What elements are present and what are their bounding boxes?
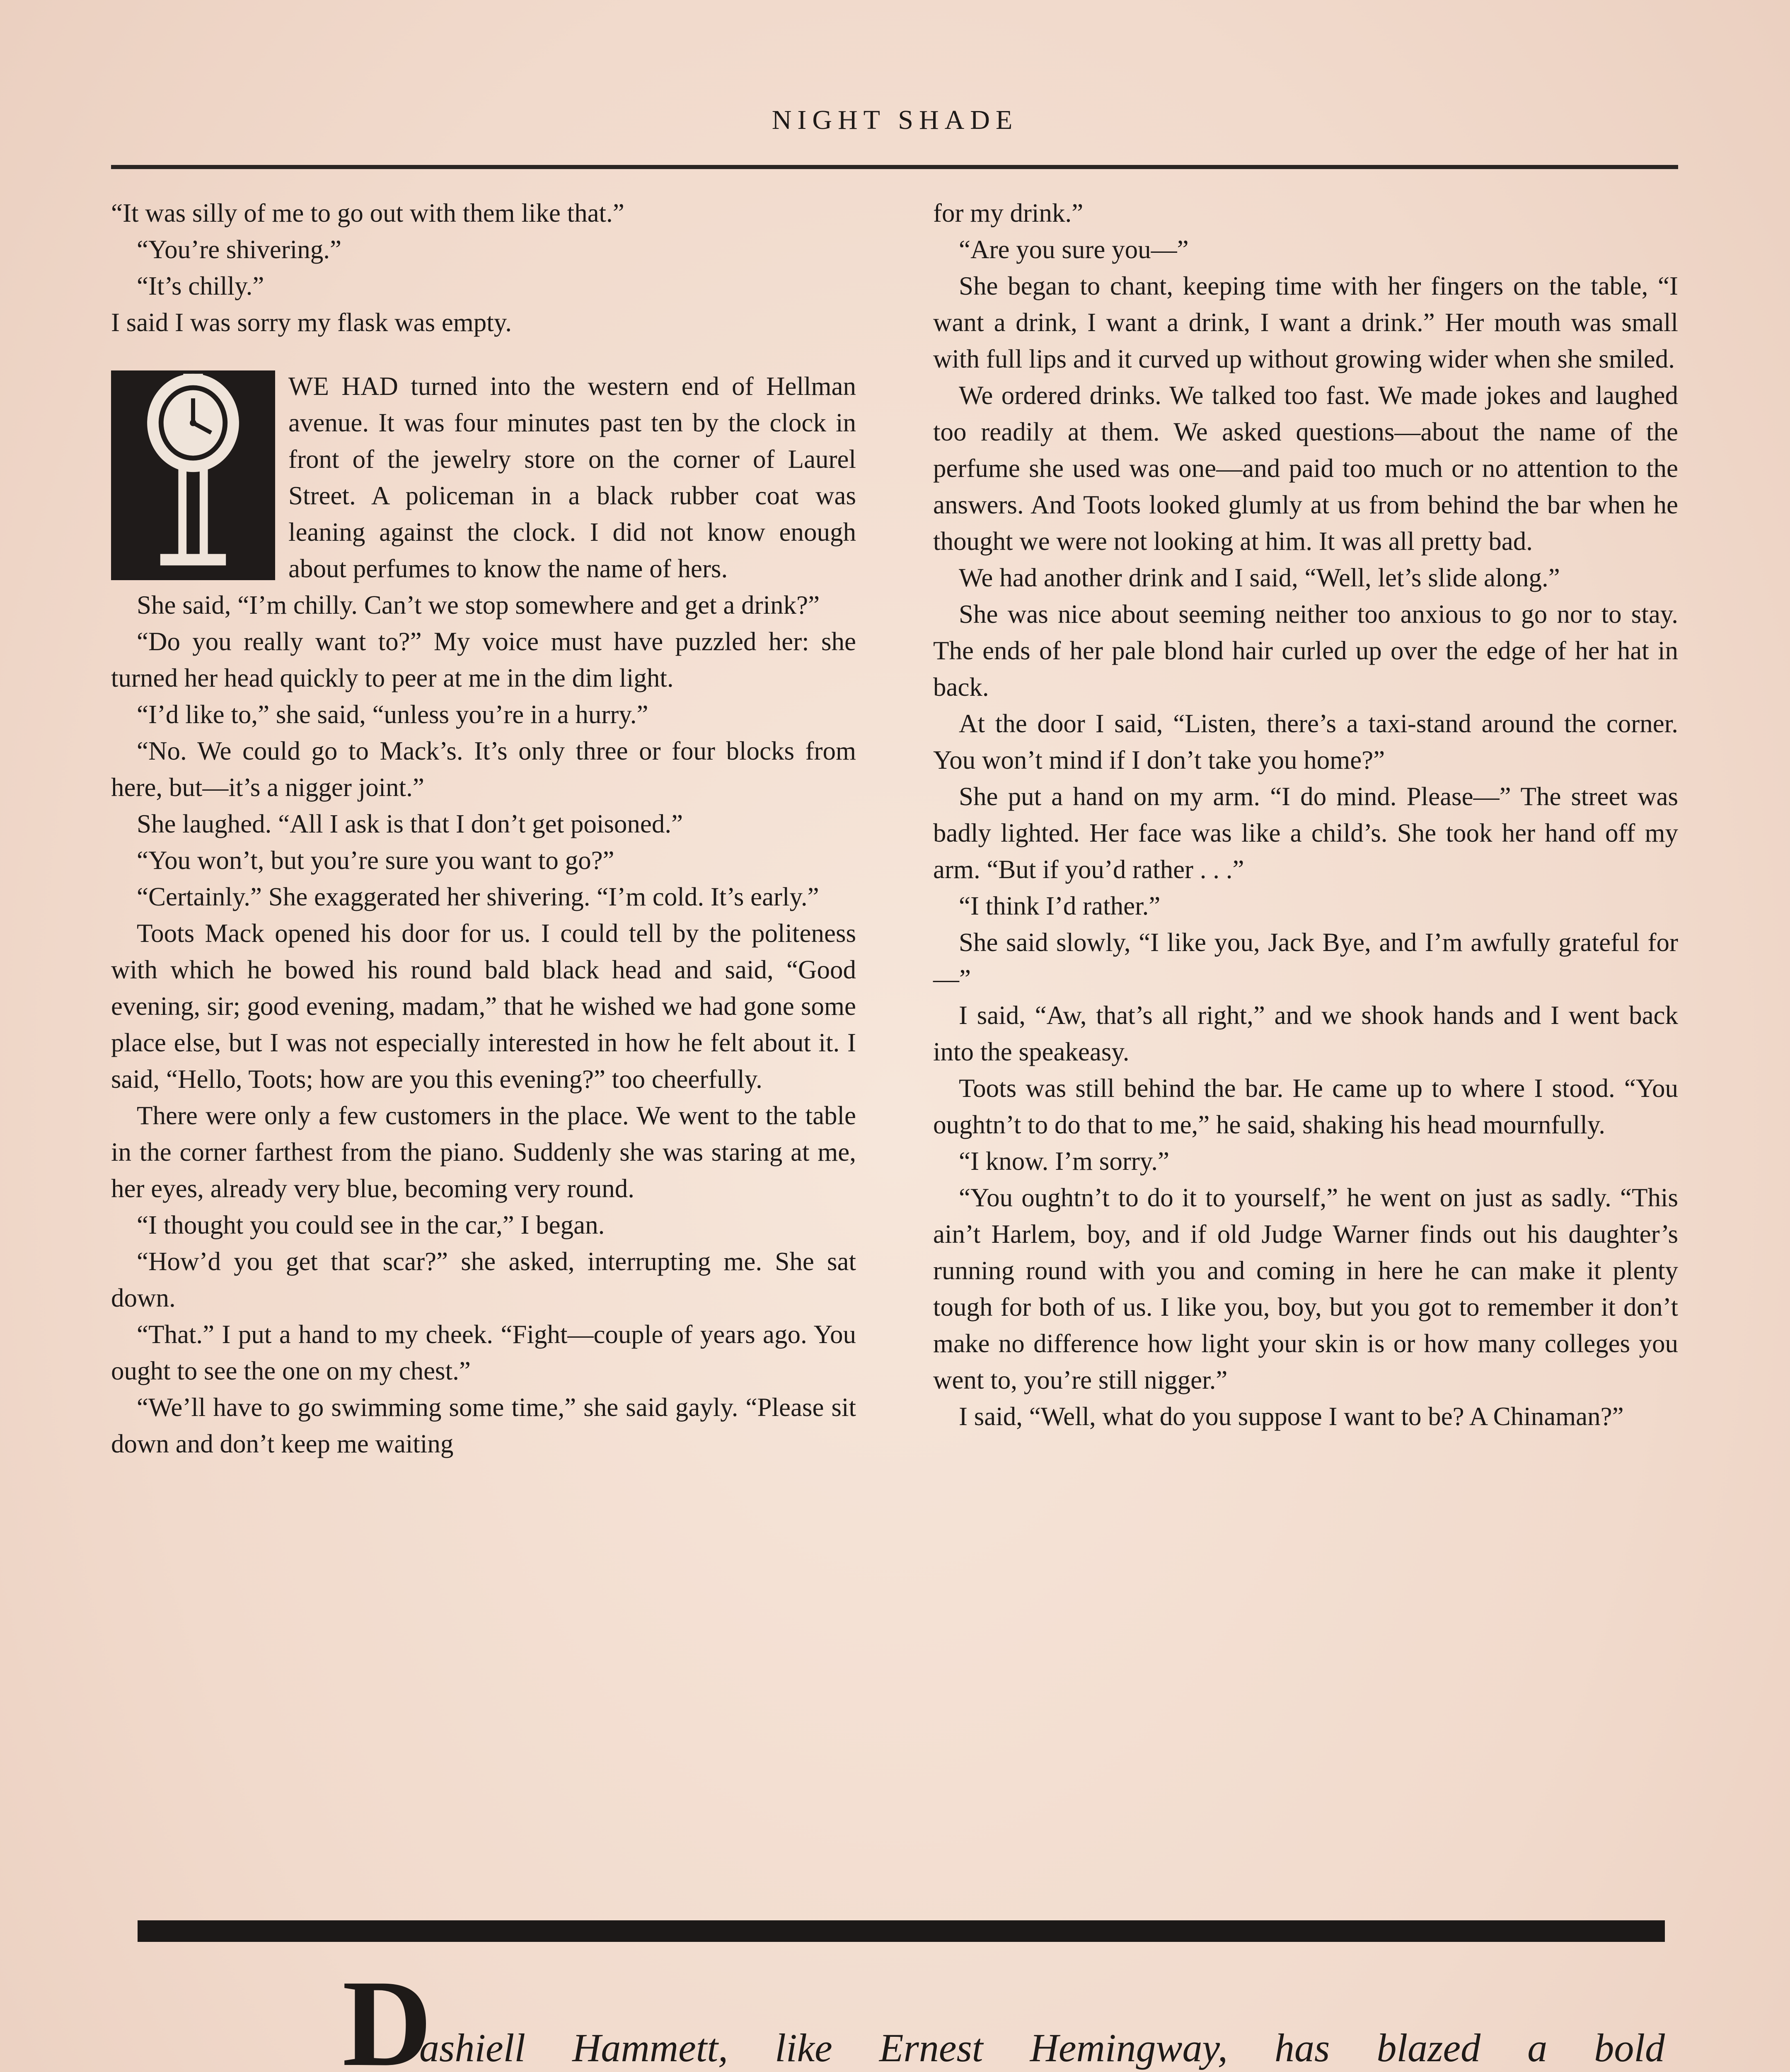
header-rule — [111, 165, 1678, 169]
drop-paragraph: WE HAD turned into the western end of Hellman avenue. It was four minutes past ten by the clock in front of the jewelry store on the corner of Laurel Street. A policeman in a black rubber coat was leaning against the clock. I did not know enough about perfumes to know the name of hers. — [288, 372, 856, 583]
paragraph: “Are you sure you—” — [959, 235, 1189, 264]
paragraph: She said, “I’m chilly. Can’t we stop somewhere and get a drink?” — [137, 591, 820, 620]
dialogue-line: I said I was sorry my flask was empty. — [111, 308, 512, 337]
paragraph: We had another drink and I said, “Well, let’s slide along.” — [959, 563, 1560, 592]
paragraph: She said slowly, “I like you, Jack Bye, and I’m awfully grateful for—” — [933, 928, 1678, 993]
paragraph: “That.” I put a hand to my cheek. “Fight—couple of years ago. You ought to see the one on my chest.” — [111, 1320, 856, 1385]
paragraph: At the door I said, “Listen, there’s a taxi-stand around the corner. You won’t mind if I don’t take you home?” — [933, 709, 1678, 775]
paragraph: “I think I’d rather.” — [959, 891, 1161, 920]
paragraph: I said, “Well, what do you suppose I want to be? A Chinaman?” — [959, 1402, 1624, 1431]
left-column — [111, 195, 856, 1462]
paragraph: “No. We could go to Mack’s. It’s only three or four blocks from here, but—it’s a nigger joint.” — [111, 736, 856, 802]
dialogue-line: “It was silly of me to go out with them like that.” — [111, 198, 624, 228]
paragraph: She was nice about seeming neither too anxious to go nor to stay. The ends of her pale blond hair curled up over the edge of her hat in back. — [933, 600, 1678, 702]
paragraph: She put a hand on my arm. “I do mind. Please—” The street was badly lighted. Her face was like a child’s. She took her hand off my arm. “But if you’d rather . . .” — [933, 782, 1678, 884]
street-clock-icon — [111, 370, 275, 580]
paragraph: “You won’t, but you’re sure you want to go?” — [137, 846, 614, 875]
section-opening — [111, 368, 856, 587]
paragraph: “Do you really want to?” My voice must have puzzled her: she turned her head quickly to peer at me in the dim light. — [111, 627, 856, 692]
paragraph-continuation: for my drink.” — [933, 198, 1084, 228]
paragraph: Toots Mack opened his door for us. I could tell by the politeness with which he bowed his round bald black head and said, “Good evening, sir; good evening, madam,” that he wished we had gone some place else, but I was not especially interested in how he felt about it. I said, “Hello, Toots; how are you this evening?” too cheerfully. — [111, 919, 856, 1094]
bio-top-bar — [138, 1920, 1665, 1942]
paragraph: She laughed. “All I ask is that I don’t get poisoned.” — [137, 809, 683, 838]
paragraph: “Certainly.” She exaggerated her shivering. “I’m cold. It’s early.” — [137, 882, 819, 911]
paragraph: I said, “Aw, that’s all right,” and we shook hands and I went back into the speakeasy. — [933, 1001, 1678, 1066]
bio-initial: D — [342, 1954, 432, 2072]
paragraph: We ordered drinks. We talked too fast. We made jokes and laughed too readily at them. We asked questions—about the name of the perfume she used was one—and paid too much or no attention to the answers. And Toots looked glumly at us from behind the bar when he thought we were not looking at him. It was all pretty bad. — [933, 381, 1678, 556]
bio-first-line: ashiell Hammett, like Ernest Hemingway, has blazed a bold — [419, 2026, 1665, 2070]
dialogue-line: “It’s chilly.” — [137, 271, 264, 300]
paragraph: “I know. I’m sorry.” — [959, 1147, 1169, 1176]
right-column — [933, 195, 1678, 1435]
paragraph: “We’ll have to go swimming some time,” she said gayly. “Please sit down and don’t keep me waiting — [111, 1393, 856, 1458]
paragraph: “You oughtn’t to do it to yourself,” he went on just as sadly. “This ain’t Harlem, boy, and if old Judge Warner finds out his daughter’s running round with you and coming in here he can make it plenty tough for both of us. I like you, boy, but you got to remember it don’t make no difference how light your skin is or how many colleges you went to, you’re still nigger.” — [933, 1183, 1678, 1394]
dialogue-line: “You’re shivering.” — [137, 235, 342, 264]
paragraph: “How’d you get that scar?” she asked, interrupting me. She sat down. — [111, 1247, 856, 1312]
paragraph: There were only a few customers in the place. We went to the table in the corner farthest from the piano. Suddenly she was staring at me, her eyes, already very blue, becoming very round. — [111, 1101, 856, 1203]
paragraph: “I’d like to,” she said, “unless you’re in a hurry.” — [137, 700, 648, 729]
paragraph: “I thought you could see in the car,” I began. — [137, 1210, 605, 1239]
running-head: NIGHT SHADE — [772, 105, 1018, 135]
paragraph: She began to chant, keeping time with her fingers on the table, “I want a drink, I want a drink, I want a drink.” Her mouth was small with full lips and it curved up without growing wider when she smiled. — [933, 271, 1678, 373]
paragraph: Toots was still behind the bar. He came up to where I stood. “You oughtn’t to do that to me,” he said, shaking his head mournfully. — [933, 1074, 1678, 1139]
